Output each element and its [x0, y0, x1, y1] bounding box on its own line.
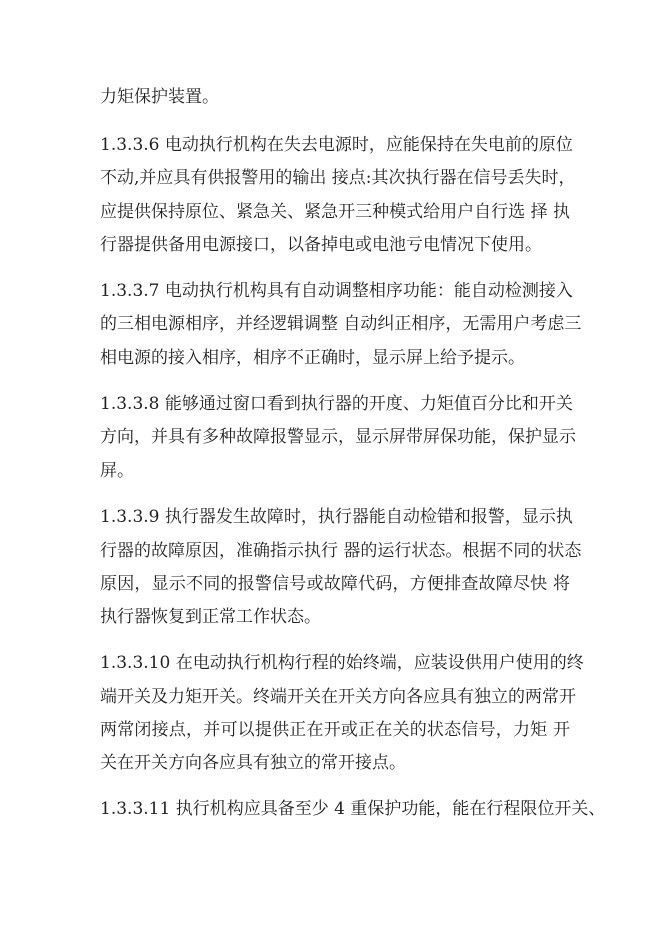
paragraph-1-3-3-7-line-3: 相电源的接入相序，相序不正确时，显示屏上给予提示。: [100, 348, 525, 368]
paragraph-1-3-3-10-line-1: 1.3.3.10 在电动执行机构行程的始终端，应装设供用户使用的终: [100, 653, 584, 673]
paragraph-1-3-3-6-line-1: 1.3.3.6 电动执行机构在失去电源时，应能保持在失电前的原位: [100, 135, 573, 155]
paragraph-1-3-3-9-line-4: 执行器恢复到正常工作状态。: [100, 607, 321, 627]
paragraph-1-3-3-11-line-1: 1.3.3.11 执行机构应具备至少 4 重保护功能，能在行程限位开关、: [100, 799, 606, 819]
paragraph-1-3-3-9-line-1: 1.3.3.9 执行器发生故障时，执行器能自动检错和报警，显示执: [100, 507, 573, 527]
paragraph-1-3-3-6-line-2: 不动,并应具有供报警用的输出 接点:其次执行器在信号丢失时，: [100, 168, 576, 188]
paragraph-1-3-3-7-line-1: 1.3.3.7 电动执行机构具有自动调整相序功能：能自动检测接入: [100, 281, 573, 301]
paragraph-1-3-3-8-line-3: 屏。: [100, 461, 134, 481]
paragraph-1-3-3-8-line-1: 1.3.3.8 能够通过窗口看到执行器的开度、力矩值百分比和开关: [100, 394, 573, 414]
paragraph-1-3-3-6-line-3: 应提供保持原位、紧急关、紧急开三种模式给用户自行选 择 执: [100, 202, 570, 222]
paragraph-1-3-3-9-line-3: 原因，显示不同的报警信号或故障代码，方便排查故障尽快 将: [100, 574, 570, 594]
paragraph-1-3-3-10-line-2: 端开关及力矩开关。终端开关在开关方向各应具有独立的两常开: [100, 687, 576, 707]
paragraph-1-3-3-8-line-2: 方向，并具有多种故障报警显示，显示屏带屏保功能，保护显示: [100, 427, 576, 447]
paragraph-1-3-3-10-line-3: 两常闭接点，并可以提供正在开或正在关的状态信号，力矩 开: [100, 720, 570, 740]
paragraph-1-3-3-10-line-4: 关在开关方向各应具有独立的常开接点。: [100, 753, 406, 773]
paragraph-tail-line: 力矩保护装置。: [100, 87, 219, 107]
paragraph-1-3-3-7-line-2: 的三相电源相序，并经逻辑调整 自动纠正相序，无需用户考虑三: [100, 314, 582, 334]
paragraph-1-3-3-9-line-2: 行器的故障原因，准确指示执行 器的运行状态。根据不同的状态: [100, 541, 582, 561]
paragraph-1-3-3-6-line-4: 行器提供备用电源接口，以备掉电或电池亏电情况下使用。: [100, 235, 542, 255]
